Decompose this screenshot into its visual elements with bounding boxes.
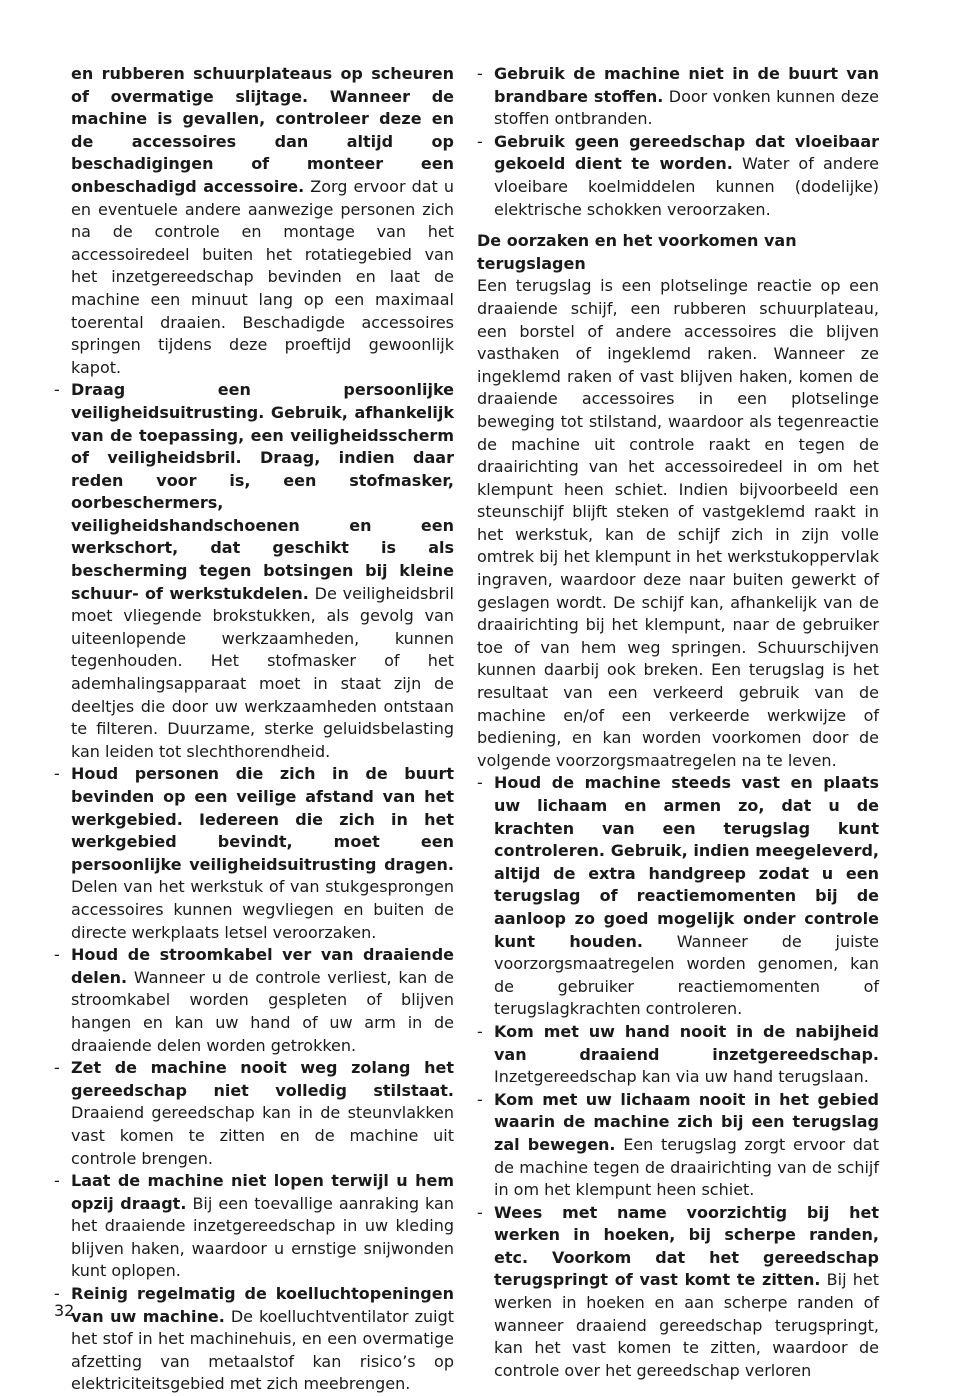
item-text: Water of andere vloeibare koelmiddelen kunnen (dodelijke) elektrische schokken veroorzaken.: [494, 154, 879, 219]
intro-paragraph: [54, 63, 454, 379]
list-item: [54, 763, 454, 944]
item-text: Bij een toevallige aanraking kan het draaiende inzetgereedschap in uw kleding blijven haken, waardoor u ernstige snijwonden kunt oplopen.: [71, 1193, 454, 1281]
section-paragraph: Een terugslag is een plotselinge reactie op een draaiende schijf, een rubberen schuurplateau, een borstel of andere accessoires die blijven vasthaken of ingeklemd raken. Wanneer ze ingeklemd raken of vast blijven haken, komen de draaiende accessoires in een plotselinge beweging tot stilstand, waardoor als tegenreactie de machine uit controle raakt en tegen de draairichting van het accessoiredeel in om het klempunt heen schiet. Indien bijvoorbeeld een steunschijf blijft steken of vastgeklemd raakt in het werkstuk, kan de schijf zich in zijn volle omtrek bij het klempunt in het werkstukoppervlak ingraven, waardoor deze naar buiten gewerkt of geslagen wordt. De schijf kan, afhankelijk van de draairichting bij het klempunt, naar de gebruiker toe of van hem weg springen. Schuurschijven kunnen daarbij ook breken. Een terugslag is het resultaat van een verkeerd gebruik van de machine en/of een verkeerde werkwijze of bediening, en kan worden voorkomen door de volgende voorzorgsmaatregelen na te leven.: [477, 276, 879, 770]
list-item: [54, 1170, 454, 1283]
list-item: [54, 1057, 454, 1170]
item-bold: Gebruik geen gereedschap dat vloeibaar gekoeld dient te worden.: [494, 131, 879, 174]
item-bold: Houd personen die zich in de buurt bevinden op een veilige afstand van het werkgebied. Iedereen die zich in het werkgebied bevindt, moet een persoonlijke veiligheidsuitrusting dragen.: [71, 764, 454, 874]
item-bold: Kom met uw lichaam nooit in het gebied waarin de machine zich bij een terugslag zal bewegen.: [494, 1089, 879, 1154]
bullet-dash: -: [477, 64, 483, 83]
item-bold: Zet de machine nooit weg zolang het gereedschap niet volledig stilstaat.: [71, 1058, 454, 1100]
list-item: [477, 63, 879, 131]
bullet-dash: -: [477, 1202, 483, 1222]
bullet-dash: -: [477, 131, 483, 151]
item-bold: Reinig regelmatig de koelluchtopeningen van uw machine.: [71, 1284, 454, 1326]
list-item: [477, 1202, 879, 1383]
item-bold: Houd de machine steeds vast en plaats uw lichaam en armen zo, dat u de krachten van een terugslag kunt controleren. Gebruik, indien meegeleverd, altijd de extra handgreep zodat u een terugslag of reactiemomenten bij de aanloop zo goed mogelijk onder controle kunt houden.: [494, 773, 879, 951]
item-bold: Laat de machine niet lopen terwijl u hem opzij draagt.: [71, 1171, 454, 1213]
section-gap: [477, 221, 879, 230]
left-column: [54, 63, 454, 1396]
item-text: Door vonken kunnen deze stoffen ontbranden.: [494, 86, 879, 129]
list-item: [477, 772, 879, 1021]
item-text: Een terugslag zorgt ervoor dat de machine tegen de draairichting van de schijf in om het klempunt heen schiet.: [494, 1134, 880, 1200]
list-item: [54, 1283, 454, 1396]
item-bold: Houd de stroomkabel ver van draaiende delen.: [71, 945, 454, 987]
list-item: [54, 379, 454, 763]
bullet-dash: -: [54, 945, 60, 965]
list-item: [54, 944, 454, 1057]
intro-bold: en rubberen schuurplateaus op scheuren of overmatige slijtage. Wanneer de machine is gevallen, controleer deze en de accessoires dan altijd op beschadigingen of monteer een onbeschadigd accessoire.: [71, 64, 454, 196]
item-text: Draaiend gereedschap kan in de steunvlakken vast komen te zitten en de machine uit controle brengen.: [71, 1103, 454, 1168]
bullet-dash: -: [477, 1021, 483, 1041]
bullet-dash: -: [54, 1284, 60, 1304]
item-bold: Wees met name voorzichtig bij het werken in hoeken, bij scherpe randen, etc. Voorkom dat het gereedschap terugspringt of vast komt te zitten.: [494, 1202, 879, 1290]
bullet-dash: -: [477, 1089, 483, 1109]
page-number: 32: [54, 1301, 75, 1320]
list-item: [477, 131, 879, 221]
bullet-dash: -: [54, 764, 60, 784]
bullet-dash: -: [54, 1171, 60, 1191]
list-item: [477, 1021, 879, 1089]
bullet-dash: -: [54, 380, 60, 400]
item-text: Wanneer de juiste voorzorgsmaatregelen worden genomen, kan de gebruiker reactiemomenten of terugslagkrachten controleren.: [494, 931, 880, 1019]
item-text: Inzetgereedschap kan via uw hand terugslaan.: [494, 1067, 869, 1087]
item-text: Bij het werken in hoeken en aan scherpe randen of wanneer draaiend gereedschap terugspringt, kan het vast komen te zitten, waardoor de controle over het gereedschap verloren: [494, 1270, 879, 1380]
item-text: Delen van het werkstuk of van stukgesprongen accessoires kunnen wegvliegen en buiten de directe werkplaats letsel veroorzaken.: [71, 877, 454, 942]
intro-text: Zorg ervoor dat u en eventuele andere aanwezige personen zich na de controle en montage van het accessoiredeel buiten het rotatiegebied van het inzetgereedschap bevinden en laat de machine een minuut lang op een maximaal toerental draaien. Beschadigde accessoires springen tijdens deze proeftijd gewoonlijk kapot.: [71, 176, 454, 377]
right-column: [477, 63, 879, 1382]
item-bold: Gebruik de machine niet in de buurt van brandbare stoffen.: [494, 64, 879, 106]
bullet-dash: -: [477, 773, 483, 793]
item-text: De veiligheidsbril moet vliegende brokstukken, als gevolg van uiteenlopende werkzaamheden, kunnen tegenhouden. Het stofmasker of het ademhalingsapparaat moet in staat zijn de deeltjes die door uw werkzaamheden ontstaan te filteren. Duurzame, sterke geluidsbelasting kan leiden tot slechthorendheid.: [71, 583, 454, 761]
section-heading: De oorzaken en het voorkomen van terugslagen: [477, 231, 797, 273]
list-item: [477, 1089, 879, 1202]
item-text: De koelluchtventilator zuigt het stof in het machinehuis, en een overmatige afzetting van metaalstof kan risico’s op elektriciteitsgebied met zich meebrengen.: [71, 1306, 454, 1394]
item-text: Wanneer u de controle verliest, kan de stroomkabel worden gespleten of blijven hangen en kan uw hand of uw arm in de draaiende delen worden getrokken.: [71, 967, 454, 1055]
bullet-dash: -: [54, 1058, 60, 1078]
item-bold: Draag een persoonlijke veiligheidsuitrusting. Gebruik, afhankelijk van de toepassing, een veiligheidsscherm of veiligheidsbril. Draag, indien daar reden voor is, een stofmasker, oorbeschermers, veiligheidshandschoenen en een werkschort, dat geschikt is als bescherming tegen botsingen bij kleine schuur- of werkstukdelen.: [71, 380, 454, 603]
item-bold: Kom met uw hand nooit in de nabijheid van draaiend inzetgereedschap.: [494, 1021, 879, 1064]
